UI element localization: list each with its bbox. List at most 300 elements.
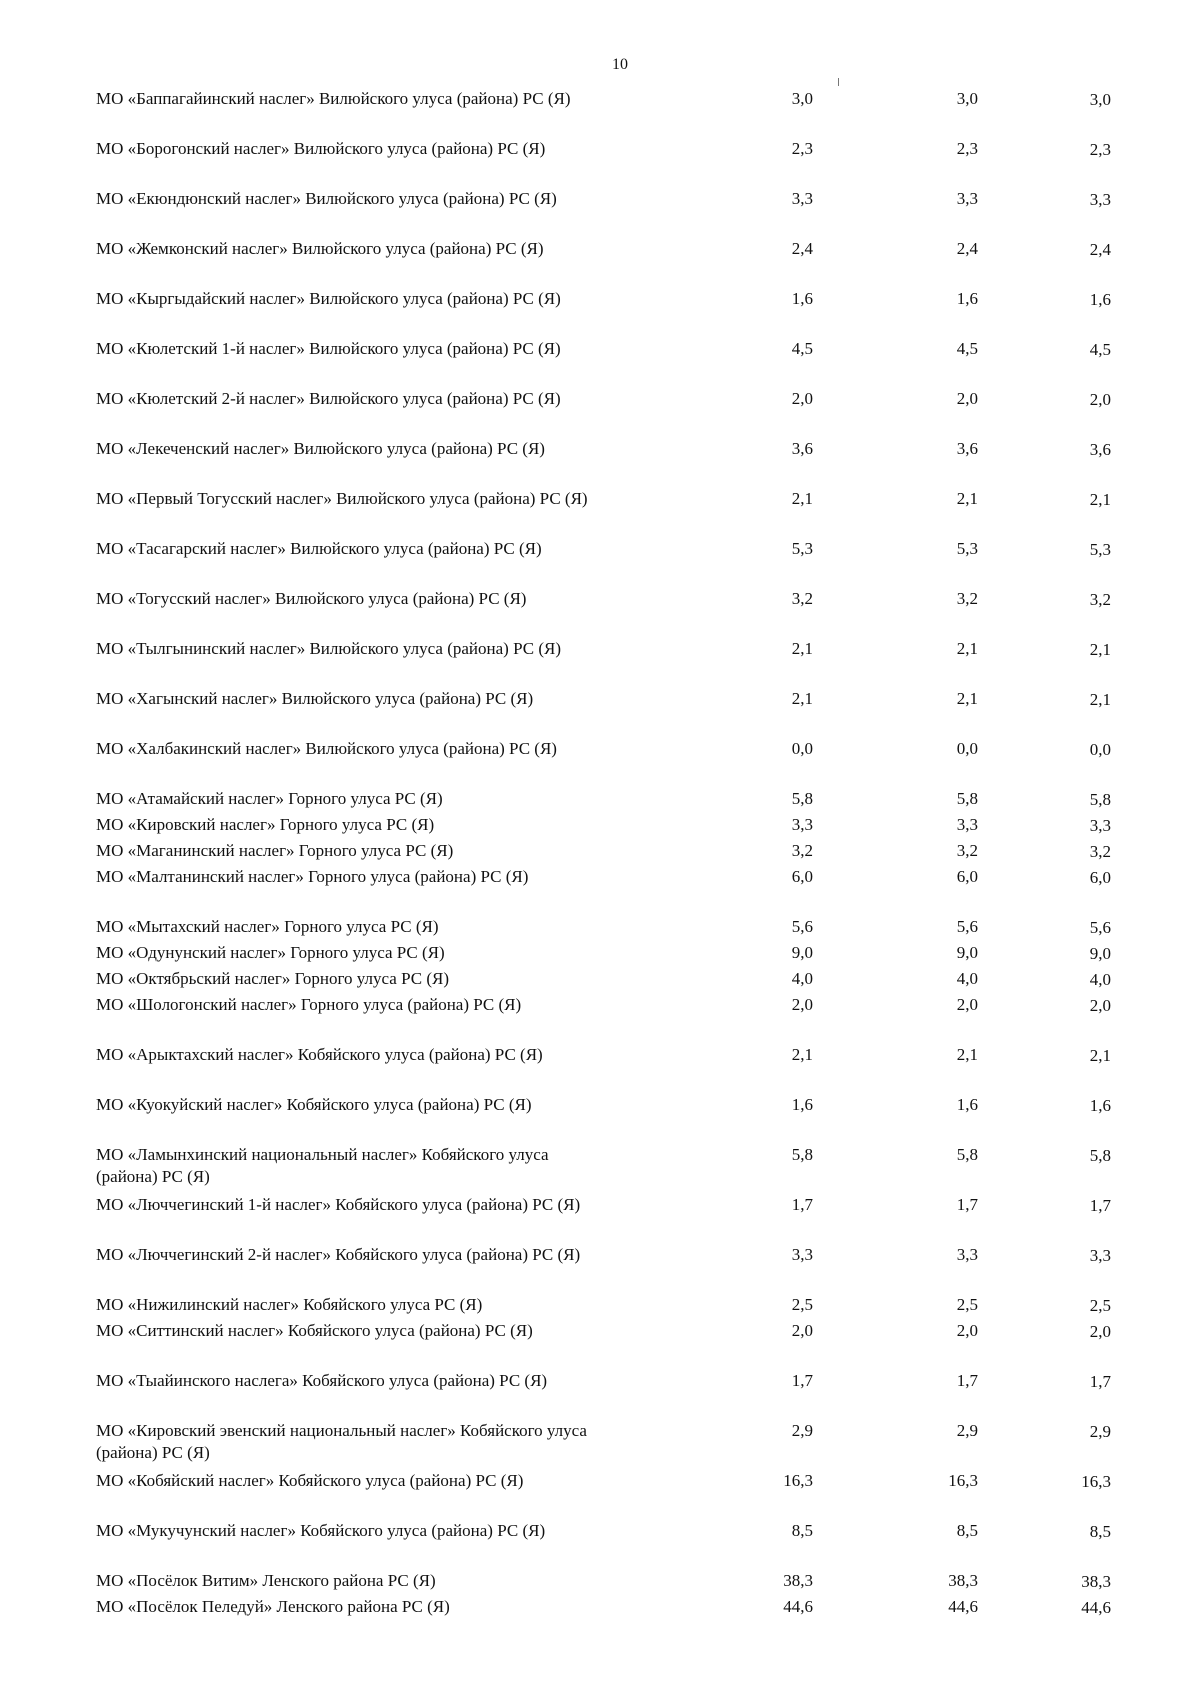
value-cell-2-text: 4,5	[956, 339, 978, 358]
value-cell-1-text: 1,7	[791, 1195, 813, 1214]
municipality-name-cell	[96, 1596, 593, 1622]
municipality-name-cell-text: МО «Посёлок Витим» Ленского района РС (Я)	[96, 1571, 436, 1590]
value-cell-3	[978, 688, 1111, 738]
value-cell-1	[593, 638, 813, 688]
value-cell-1-text: 2,1	[791, 489, 813, 508]
value-cell-3-text: 6,0	[1089, 868, 1111, 887]
value-cell-3-text: 5,3	[1089, 540, 1111, 559]
value-cell-2	[813, 138, 978, 188]
municipality-name-cell	[96, 942, 593, 968]
value-cell-1-text: 44,6	[783, 1597, 813, 1616]
municipality-name-cell	[96, 138, 593, 188]
value-cell-1	[593, 968, 813, 994]
value-cell-3	[978, 840, 1111, 866]
municipality-name-cell	[96, 338, 593, 388]
value-cell-2-text: 2,0	[956, 389, 978, 408]
table-row	[96, 1294, 1111, 1320]
value-cell-2	[813, 638, 978, 688]
value-cell-3-text: 4,5	[1089, 340, 1111, 359]
value-cell-1	[593, 1044, 813, 1094]
scan-artifact-mark	[838, 78, 839, 86]
value-cell-3-text: 2,0	[1089, 996, 1111, 1015]
value-cell-3-text: 5,8	[1089, 1146, 1111, 1165]
value-cell-2	[813, 866, 978, 916]
table-row	[96, 814, 1111, 840]
value-cell-3-text: 2,3	[1089, 140, 1111, 159]
value-cell-1	[593, 1194, 813, 1244]
value-cell-1	[593, 238, 813, 288]
table-row	[96, 1520, 1111, 1570]
value-cell-1	[593, 1320, 813, 1370]
municipality-name-cell-text: МО «Хагынский наслег» Вилюйского улуса (района) РС (Я)	[96, 689, 534, 708]
value-cell-3	[978, 588, 1111, 638]
municipality-name-cell-text: МО «Кировский наслег» Горного улуса РС (Я)	[96, 815, 435, 834]
value-cell-1	[593, 1144, 813, 1194]
value-cell-2-text: 38,3	[948, 1571, 978, 1590]
value-cell-1	[593, 1470, 813, 1520]
value-cell-3-text: 38,3	[1081, 1572, 1111, 1591]
value-cell-2-text: 2,1	[956, 689, 978, 708]
municipality-name-cell	[96, 638, 593, 688]
value-cell-2	[813, 538, 978, 588]
value-cell-1-text: 4,5	[791, 339, 813, 358]
value-cell-3	[978, 788, 1111, 814]
value-cell-3	[978, 238, 1111, 288]
table-row	[96, 488, 1111, 538]
value-cell-2	[813, 338, 978, 388]
value-cell-2	[813, 1294, 978, 1320]
municipality-name-cell	[96, 994, 593, 1044]
municipality-name-cell	[96, 188, 593, 238]
value-cell-1	[593, 1094, 813, 1144]
table-row	[96, 1420, 1111, 1470]
municipality-name-cell	[96, 814, 593, 840]
value-cell-2	[813, 488, 978, 538]
value-cell-2-text: 5,8	[956, 789, 978, 808]
value-cell-2	[813, 738, 978, 788]
value-cell-3-text: 2,0	[1089, 390, 1111, 409]
value-cell-3	[978, 138, 1111, 188]
value-cell-1	[593, 138, 813, 188]
municipality-name-cell-text: МО «Кобяйский наслег» Кобяйского улуса (района) РС (Я)	[96, 1471, 524, 1490]
value-cell-3	[978, 1370, 1111, 1420]
value-cell-1	[593, 438, 813, 488]
value-cell-3	[978, 1320, 1111, 1370]
value-cell-1-text: 3,6	[791, 439, 813, 458]
value-cell-2-text: 3,2	[956, 589, 978, 608]
value-cell-1-text: 1,7	[791, 1371, 813, 1390]
table-row	[96, 1044, 1111, 1094]
value-cell-2	[813, 1144, 978, 1194]
value-cell-2	[813, 288, 978, 338]
value-cell-3	[978, 942, 1111, 968]
value-cell-2-text: 1,7	[956, 1195, 978, 1214]
value-cell-2-text: 5,3	[956, 539, 978, 558]
value-cell-3	[978, 1244, 1111, 1294]
value-cell-2-text: 1,7	[956, 1371, 978, 1390]
municipality-name-cell	[96, 1570, 593, 1596]
value-cell-2-text: 3,3	[956, 815, 978, 834]
value-cell-2	[813, 968, 978, 994]
value-cell-3-text: 2,1	[1089, 1046, 1111, 1065]
municipality-name-cell	[96, 866, 593, 916]
value-cell-3-text: 9,0	[1089, 944, 1111, 963]
value-cell-2	[813, 1520, 978, 1570]
table-row	[96, 288, 1111, 338]
value-cell-1-text: 3,2	[791, 589, 813, 608]
value-cell-1	[593, 288, 813, 338]
value-cell-3-text: 1,7	[1089, 1372, 1111, 1391]
value-cell-1-text: 3,2	[791, 841, 813, 860]
table-row	[96, 942, 1111, 968]
table-row	[96, 916, 1111, 942]
value-cell-1-text: 2,9	[791, 1421, 813, 1440]
table-row	[96, 1370, 1111, 1420]
value-cell-2-text: 0,0	[956, 739, 978, 758]
value-cell-3	[978, 1044, 1111, 1094]
municipality-name-cell-text: МО «Нижилинский наслег» Кобяйского улуса РС (Я)	[96, 1295, 483, 1314]
table-row	[96, 638, 1111, 688]
municipality-name-cell	[96, 238, 593, 288]
page-number: 10	[612, 56, 628, 73]
value-cell-3-text: 3,3	[1089, 190, 1111, 209]
value-cell-1	[593, 188, 813, 238]
value-cell-1	[593, 488, 813, 538]
value-cell-1-text: 5,8	[791, 789, 813, 808]
municipality-name-cell	[96, 88, 593, 138]
value-cell-2-text: 16,3	[948, 1471, 978, 1490]
municipality-name-cell	[96, 916, 593, 942]
value-cell-1-text: 5,3	[791, 539, 813, 558]
municipality-name-cell-text: МО «Лекеченский наслег» Вилюйского улуса (района) РС (Я)	[96, 439, 545, 458]
table-row	[96, 1094, 1111, 1144]
value-cell-2	[813, 1370, 978, 1420]
municipality-name-cell	[96, 1194, 593, 1244]
value-cell-1-text: 1,6	[791, 289, 813, 308]
value-cell-2-text: 2,3	[956, 139, 978, 158]
municipality-name-cell-text: МО «Люччегинский 1-й наслег» Кобяйского улуса (района) РС (Я)	[96, 1195, 581, 1214]
municipality-name-cell-text: МО «Арыктахский наслег» Кобяйского улуса (района) РС (Я)	[96, 1045, 543, 1064]
value-cell-2	[813, 788, 978, 814]
municipality-name-cell-text: МО «Одунунский наслег» Горного улуса РС (Я)	[96, 943, 445, 962]
value-cell-1	[593, 688, 813, 738]
value-cell-2-text: 2,1	[956, 1045, 978, 1064]
value-cell-3	[978, 338, 1111, 388]
value-cell-1-text: 2,1	[791, 1045, 813, 1064]
value-cell-3-text: 3,2	[1089, 842, 1111, 861]
table-row	[96, 840, 1111, 866]
table-row	[96, 388, 1111, 438]
table-row	[96, 688, 1111, 738]
municipality-name-cell-text: МО «Кировский эвенский национальный наслег» Кобяйского улуса (района) РС (Я)	[96, 1421, 587, 1462]
value-cell-3-text: 1,7	[1089, 1196, 1111, 1215]
value-cell-2	[813, 916, 978, 942]
value-cell-3	[978, 1596, 1111, 1622]
municipality-name-cell-text: МО «Кюлетский 2-й наслег» Вилюйского улуса (района) РС (Я)	[96, 389, 561, 408]
municipality-name-cell	[96, 1420, 593, 1470]
value-cell-1-text: 3,3	[791, 189, 813, 208]
value-cell-3	[978, 1470, 1111, 1520]
value-cell-2-text: 44,6	[948, 1597, 978, 1616]
value-cell-3	[978, 968, 1111, 994]
table-row	[96, 238, 1111, 288]
table-row	[96, 338, 1111, 388]
municipality-name-cell	[96, 968, 593, 994]
table-row	[96, 866, 1111, 916]
municipality-name-cell	[96, 1370, 593, 1420]
table-row	[96, 538, 1111, 588]
value-cell-1-text: 2,3	[791, 139, 813, 158]
value-cell-1	[593, 388, 813, 438]
value-cell-3	[978, 1520, 1111, 1570]
value-cell-2	[813, 1470, 978, 1520]
municipality-name-cell	[96, 1094, 593, 1144]
value-cell-1-text: 3,3	[791, 1245, 813, 1264]
municipality-name-cell-text: МО «Куокуйский наслег» Кобяйского улуса (района) РС (Я)	[96, 1095, 532, 1114]
value-cell-3-text: 3,2	[1089, 590, 1111, 609]
municipality-name-cell-text: МО «Октябрьский наслег» Горного улуса РС (Я)	[96, 969, 449, 988]
value-cell-2-text: 2,9	[956, 1421, 978, 1440]
value-cell-1	[593, 866, 813, 916]
municipality-name-cell-text: МО «Тылгынинский наслег» Вилюйского улуса (района) РС (Я)	[96, 639, 561, 658]
value-cell-1-text: 5,8	[791, 1145, 813, 1164]
value-cell-2-text: 9,0	[956, 943, 978, 962]
value-cell-3-text: 2,0	[1089, 1322, 1111, 1341]
value-cell-2	[813, 840, 978, 866]
value-cell-3-text: 3,6	[1089, 440, 1111, 459]
value-cell-2	[813, 1044, 978, 1094]
value-cell-2	[813, 388, 978, 438]
municipality-name-cell-text: МО «Атамайский наслег» Горного улуса РС (Я)	[96, 789, 443, 808]
value-cell-2	[813, 438, 978, 488]
value-cell-1	[593, 538, 813, 588]
municipality-name-cell	[96, 1294, 593, 1320]
table-row	[96, 1244, 1111, 1294]
value-cell-1	[593, 1420, 813, 1470]
value-cell-1-text: 6,0	[791, 867, 813, 886]
value-cell-2	[813, 588, 978, 638]
value-cell-3-text: 1,6	[1089, 1096, 1111, 1115]
municipality-name-cell-text: МО «Малтанинский наслег» Горного улуса (района) РС (Я)	[96, 867, 529, 886]
value-cell-1	[593, 1520, 813, 1570]
municipality-name-cell	[96, 1520, 593, 1570]
value-cell-3-text: 2,4	[1089, 240, 1111, 259]
value-cell-2-text: 2,0	[956, 1321, 978, 1340]
value-cell-3-text: 5,8	[1089, 790, 1111, 809]
value-cell-1-text: 0,0	[791, 739, 813, 758]
table-row	[96, 788, 1111, 814]
value-cell-3	[978, 88, 1111, 138]
municipality-name-cell	[96, 438, 593, 488]
value-cell-2	[813, 1194, 978, 1244]
value-cell-1	[593, 338, 813, 388]
municipality-name-cell-text: МО «Баппагайинский наслег» Вилюйского улуса (района) РС (Я)	[96, 89, 571, 108]
value-cell-3-text: 3,0	[1089, 90, 1111, 109]
value-cell-3-text: 4,0	[1089, 970, 1111, 989]
municipality-name-cell-text: МО «Кюлетский 1-й наслег» Вилюйского улуса (района) РС (Я)	[96, 339, 561, 358]
municipality-name-cell-text: МО «Мукучунский наслег» Кобяйского улуса (района) РС (Я)	[96, 1521, 546, 1540]
municipality-name-cell	[96, 388, 593, 438]
value-cell-3	[978, 1294, 1111, 1320]
municipality-name-cell-text: МО «Первый Тогусский наслег» Вилюйского улуса (района) РС (Я)	[96, 489, 588, 508]
table-row	[96, 1144, 1111, 1194]
value-cell-3-text: 16,3	[1081, 1472, 1111, 1491]
value-cell-2-text: 3,3	[956, 189, 978, 208]
value-cell-1-text: 8,5	[791, 1521, 813, 1540]
value-cell-2	[813, 994, 978, 1044]
value-cell-2-text: 1,6	[956, 289, 978, 308]
value-cell-2	[813, 814, 978, 840]
municipality-name-cell	[96, 538, 593, 588]
value-cell-1-text: 2,1	[791, 689, 813, 708]
value-cell-1-text: 2,0	[791, 995, 813, 1014]
value-cell-2	[813, 942, 978, 968]
municipality-name-cell-text: МО «Ситтинский наслег» Кобяйского улуса (района) РС (Я)	[96, 1321, 533, 1340]
value-cell-3-text: 2,9	[1089, 1422, 1111, 1441]
table-row	[96, 1320, 1111, 1370]
table-row	[96, 738, 1111, 788]
value-cell-3-text: 44,6	[1081, 1598, 1111, 1617]
value-cell-3-text: 2,5	[1089, 1296, 1111, 1315]
value-cell-2	[813, 88, 978, 138]
value-cell-1	[593, 1596, 813, 1622]
value-cell-2-text: 2,0	[956, 995, 978, 1014]
value-cell-3	[978, 738, 1111, 788]
value-cell-2	[813, 688, 978, 738]
table-row	[96, 138, 1111, 188]
value-cell-3-text: 1,6	[1089, 290, 1111, 309]
municipality-name-cell	[96, 588, 593, 638]
municipality-name-cell	[96, 288, 593, 338]
value-cell-3	[978, 1420, 1111, 1470]
value-cell-2	[813, 1420, 978, 1470]
value-cell-1	[593, 840, 813, 866]
municipality-name-cell-text: МО «Ламынхинский национальный наслег» Кобяйского улуса (района) РС (Я)	[96, 1145, 549, 1186]
value-cell-1-text: 9,0	[791, 943, 813, 962]
value-cell-2-text: 2,1	[956, 489, 978, 508]
municipality-name-cell-text: МО «Екюндюнский наслег» Вилюйского улуса (района) РС (Я)	[96, 189, 557, 208]
value-cell-3	[978, 438, 1111, 488]
value-cell-2-text: 4,0	[956, 969, 978, 988]
table-row	[96, 1194, 1111, 1244]
table-row	[96, 1570, 1111, 1596]
value-cell-3-text: 8,5	[1089, 1522, 1111, 1541]
value-cell-1-text: 5,6	[791, 917, 813, 936]
value-cell-2	[813, 1596, 978, 1622]
municipality-name-cell-text: МО «Шологонский наслег» Горного улуса (района) РС (Я)	[96, 995, 522, 1014]
value-cell-3	[978, 1570, 1111, 1596]
value-cell-3	[978, 916, 1111, 942]
value-cell-2	[813, 1244, 978, 1294]
table-row	[96, 1596, 1111, 1622]
value-cell-2-text: 3,6	[956, 439, 978, 458]
value-cell-2-text: 5,6	[956, 917, 978, 936]
municipality-name-cell	[96, 1144, 593, 1194]
value-cell-1	[593, 738, 813, 788]
value-cell-1	[593, 1370, 813, 1420]
value-cell-2	[813, 188, 978, 238]
value-cell-3-text: 2,1	[1089, 690, 1111, 709]
value-cell-3	[978, 638, 1111, 688]
municipality-name-cell-text: МО «Кыргыдайский наслег» Вилюйского улуса (района) РС (Я)	[96, 289, 561, 308]
value-cell-3	[978, 1194, 1111, 1244]
municipality-name-cell-text: МО «Тогусский наслег» Вилюйского улуса (района) РС (Я)	[96, 589, 527, 608]
municipality-name-cell	[96, 688, 593, 738]
table-row	[96, 968, 1111, 994]
value-cell-1-text: 2,0	[791, 389, 813, 408]
value-cell-2	[813, 238, 978, 288]
value-cell-2-text: 3,3	[956, 1245, 978, 1264]
municipality-name-cell-text: МО «Маганинский наслег» Горного улуса РС (Я)	[96, 841, 454, 860]
value-cell-1	[593, 994, 813, 1044]
municipality-name-cell-text: МО «Борогонский наслег» Вилюйского улуса (района) РС (Я)	[96, 139, 546, 158]
value-cell-2-text: 2,4	[956, 239, 978, 258]
value-cell-2-text: 6,0	[956, 867, 978, 886]
value-cell-1-text: 2,0	[791, 1321, 813, 1340]
municipality-name-cell	[96, 1320, 593, 1370]
value-cell-3-text: 2,1	[1089, 640, 1111, 659]
municipality-name-cell	[96, 840, 593, 866]
table-row	[96, 188, 1111, 238]
value-cell-2-text: 2,1	[956, 639, 978, 658]
value-cell-1-text: 16,3	[783, 1471, 813, 1490]
value-cell-1-text: 3,0	[791, 89, 813, 108]
value-cell-1	[593, 1244, 813, 1294]
municipality-name-cell-text: МО «Посёлок Пеледуй» Ленского района РС (Я)	[96, 1597, 450, 1616]
value-cell-3-text: 0,0	[1089, 740, 1111, 759]
value-cell-2-text: 2,5	[956, 1295, 978, 1314]
value-cell-1-text: 4,0	[791, 969, 813, 988]
value-cell-3-text: 5,6	[1089, 918, 1111, 937]
value-cell-2-text: 1,6	[956, 1095, 978, 1114]
value-cell-3-text: 3,3	[1089, 816, 1111, 835]
municipality-name-cell	[96, 1244, 593, 1294]
value-cell-3	[978, 538, 1111, 588]
municipality-name-cell-text: МО «Тасагарский наслег» Вилюйского улуса (района) РС (Я)	[96, 539, 542, 558]
value-cell-2	[813, 1570, 978, 1596]
municipality-name-cell-text: МО «Люччегинский 2-й наслег» Кобяйского улуса (района) РС (Я)	[96, 1245, 581, 1264]
value-cell-1	[593, 942, 813, 968]
value-cell-3-text: 3,3	[1089, 1246, 1111, 1265]
municipality-name-cell	[96, 1470, 593, 1520]
value-cell-2-text: 3,2	[956, 841, 978, 860]
municipality-name-cell	[96, 488, 593, 538]
value-cell-3	[978, 388, 1111, 438]
municipality-name-cell-text: МО «Мытахский наслег» Горного улуса РС (Я)	[96, 917, 439, 936]
value-cell-2-text: 8,5	[956, 1521, 978, 1540]
value-cell-2-text: 5,8	[956, 1145, 978, 1164]
value-cell-2-text: 3,0	[956, 89, 978, 108]
table-row	[96, 1470, 1111, 1520]
value-cell-1	[593, 788, 813, 814]
value-cell-1-text: 1,6	[791, 1095, 813, 1114]
value-cell-1-text: 2,5	[791, 1295, 813, 1314]
value-cell-1-text: 3,3	[791, 815, 813, 834]
value-cell-3	[978, 1144, 1111, 1194]
value-cell-1	[593, 88, 813, 138]
value-cell-3	[978, 994, 1111, 1044]
value-cell-3	[978, 188, 1111, 238]
table-body	[96, 88, 1111, 1622]
value-cell-1	[593, 916, 813, 942]
table-row	[96, 994, 1111, 1044]
value-cell-1-text: 2,4	[791, 239, 813, 258]
table-row	[96, 438, 1111, 488]
value-cell-3	[978, 1094, 1111, 1144]
value-cell-3	[978, 488, 1111, 538]
municipality-name-cell	[96, 788, 593, 814]
value-cell-1	[593, 1570, 813, 1596]
